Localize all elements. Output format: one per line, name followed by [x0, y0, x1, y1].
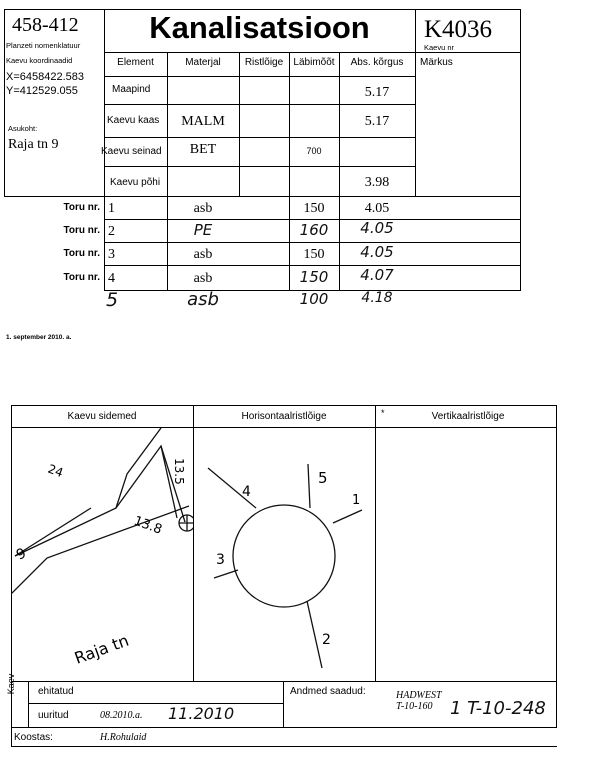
footer-right-border	[556, 681, 557, 727]
extra-pipe-material: asb	[187, 289, 219, 310]
source-value-1: HADWEST	[396, 690, 442, 701]
row-line-1	[104, 104, 416, 105]
connection-line-west	[15, 508, 91, 556]
well-id-bottom-line	[415, 52, 521, 53]
pipe-material: asb	[193, 247, 213, 262]
well-id: K4036	[424, 16, 493, 43]
surveyed-hand-value: 11.2010	[168, 704, 235, 723]
diagram-right-border	[556, 405, 557, 681]
row-height: 5.17	[364, 114, 390, 129]
diagram-col-mark: *	[381, 408, 385, 418]
pipe-1-label: 1	[352, 493, 361, 508]
pipe-3-label: 3	[216, 552, 225, 568]
pipe-material: PE	[193, 221, 213, 239]
location-value: Raja tn 9	[8, 137, 59, 152]
col-header-remarks: Märkus	[420, 57, 453, 68]
footer-row-line	[28, 703, 283, 704]
pipe-height: 4.07	[360, 266, 394, 284]
pipe-diameter: 150	[303, 201, 325, 216]
extra-pipe-diameter: 100	[299, 290, 329, 308]
row-line-2	[104, 137, 416, 138]
pipe-label: Toru nr.	[63, 248, 100, 259]
pipe-diameter: 150	[299, 268, 329, 286]
table-left-border	[4, 9, 5, 196]
connection-line-north	[15, 428, 161, 556]
pipe-material: asb	[193, 271, 213, 286]
location-label: Asukoht:	[8, 124, 38, 133]
pipe-1-line	[333, 510, 362, 523]
row-material: BET	[189, 142, 217, 157]
pipe-number: 4	[108, 271, 115, 286]
pipe-line-2	[104, 242, 521, 243]
pipe-2-label: 2	[322, 632, 331, 648]
label-24: 24	[45, 461, 66, 481]
row-height: 5.17	[364, 85, 390, 100]
well-id-label: Kaevu nr	[424, 43, 455, 52]
footer-author-line	[11, 746, 557, 747]
footer-top-border	[11, 681, 557, 682]
source-label: Andmed saadud:	[290, 686, 366, 697]
row-element: Kaevu seinad	[101, 146, 162, 157]
diagram-col-title-vertical: Vertikaalristlõige	[431, 411, 505, 422]
col-header-section: Ristlõige	[244, 57, 284, 68]
pipe-height: 4.05	[364, 201, 390, 216]
nomenclature: 458-412	[12, 14, 79, 36]
source-value-2: T-10-160	[396, 701, 433, 712]
author-value: H.Rohulaid	[100, 732, 147, 743]
row-height: 3.98	[364, 175, 390, 190]
street-label: Raja tn	[71, 630, 132, 668]
col-header-height: Abs. kõrgus	[350, 57, 404, 68]
row-diameter: 700	[306, 146, 322, 156]
row-element: Maapind	[112, 84, 151, 95]
column-header-line	[104, 76, 416, 77]
built-label: ehitatud	[38, 686, 74, 697]
well-circle	[233, 505, 335, 607]
diagram-top-border	[11, 405, 557, 406]
pipe-label: Toru nr.	[63, 225, 100, 236]
pipe-number: 2	[108, 224, 115, 239]
connections-sketch	[11, 428, 193, 681]
date-note: 1. september 2010. a.	[6, 334, 72, 341]
pipe-label: Toru nr.	[63, 202, 100, 213]
pipe-5-line	[308, 464, 310, 508]
label-9: 9	[13, 545, 29, 564]
nomenclature-label: Planzeti nomenklatuur	[6, 41, 81, 50]
row-material: MALM	[181, 114, 225, 129]
row-line-3	[104, 166, 416, 167]
author-label: Koostas:	[14, 732, 53, 743]
col-header-element: Element	[117, 57, 154, 68]
connection-line-triangle	[116, 446, 177, 518]
diagram-col-line-2	[375, 405, 376, 681]
pipe-2-line	[307, 601, 322, 668]
col-header-material: Materjal	[185, 57, 221, 68]
pipe-3-line	[214, 570, 238, 578]
col-line-remarks	[415, 9, 416, 196]
col-line-c	[239, 52, 240, 197]
pipe-height: 4.05	[360, 243, 394, 261]
diagram-col-title-connections: Kaevu sidemed	[67, 411, 137, 422]
footer-mid-divider	[283, 681, 284, 727]
pipe-number: 1	[108, 201, 115, 216]
pipe-number: 3	[108, 247, 115, 262]
pipe-5-label: 5	[318, 469, 328, 487]
page-title: Kanalisatsioon	[149, 10, 370, 45]
extra-pipe-height: 4.18	[361, 290, 393, 306]
coord-x: X=6458422.583	[6, 71, 84, 83]
label-13-5: 13.5	[172, 458, 186, 485]
surveyed-label: uuritud	[38, 710, 69, 721]
source-hand-value: 1 T-10-248	[450, 698, 546, 719]
horizontal-section-sketch	[194, 428, 375, 681]
row-element: Kaevu kaas	[107, 115, 160, 126]
pipe-line-1	[104, 219, 521, 220]
extra-pipe-number: 5	[106, 289, 119, 311]
table-row-line	[4, 196, 521, 197]
diagram-col-title-horizontal: Horisontaalristlõige	[241, 411, 327, 422]
header-bottom-line	[104, 52, 416, 53]
surveyed-value: 08.2010.a.	[100, 710, 143, 721]
connection-line-main	[11, 506, 189, 594]
col-header-diameter: Läbimõõt	[293, 57, 335, 68]
pipe-4-label: 4	[242, 484, 251, 500]
coord-y: Y=412529.055	[6, 85, 78, 97]
pipe-material: asb	[193, 201, 213, 216]
pipe-diameter: 150	[303, 247, 325, 262]
footer-side-label: Kaev	[6, 673, 16, 695]
footer-side-divider	[28, 681, 29, 727]
pipe-line-3	[104, 265, 521, 266]
footer-bottom-line	[11, 727, 557, 728]
pipe-height: 4.05	[360, 219, 394, 237]
pipe-diameter: 160	[299, 221, 329, 239]
pipe-label: Toru nr.	[63, 272, 100, 283]
label-13-8: 13.8	[131, 513, 164, 538]
row-element: Kaevu põhi	[110, 177, 161, 188]
coords-label: Kaevu koordinaadid	[6, 56, 73, 65]
